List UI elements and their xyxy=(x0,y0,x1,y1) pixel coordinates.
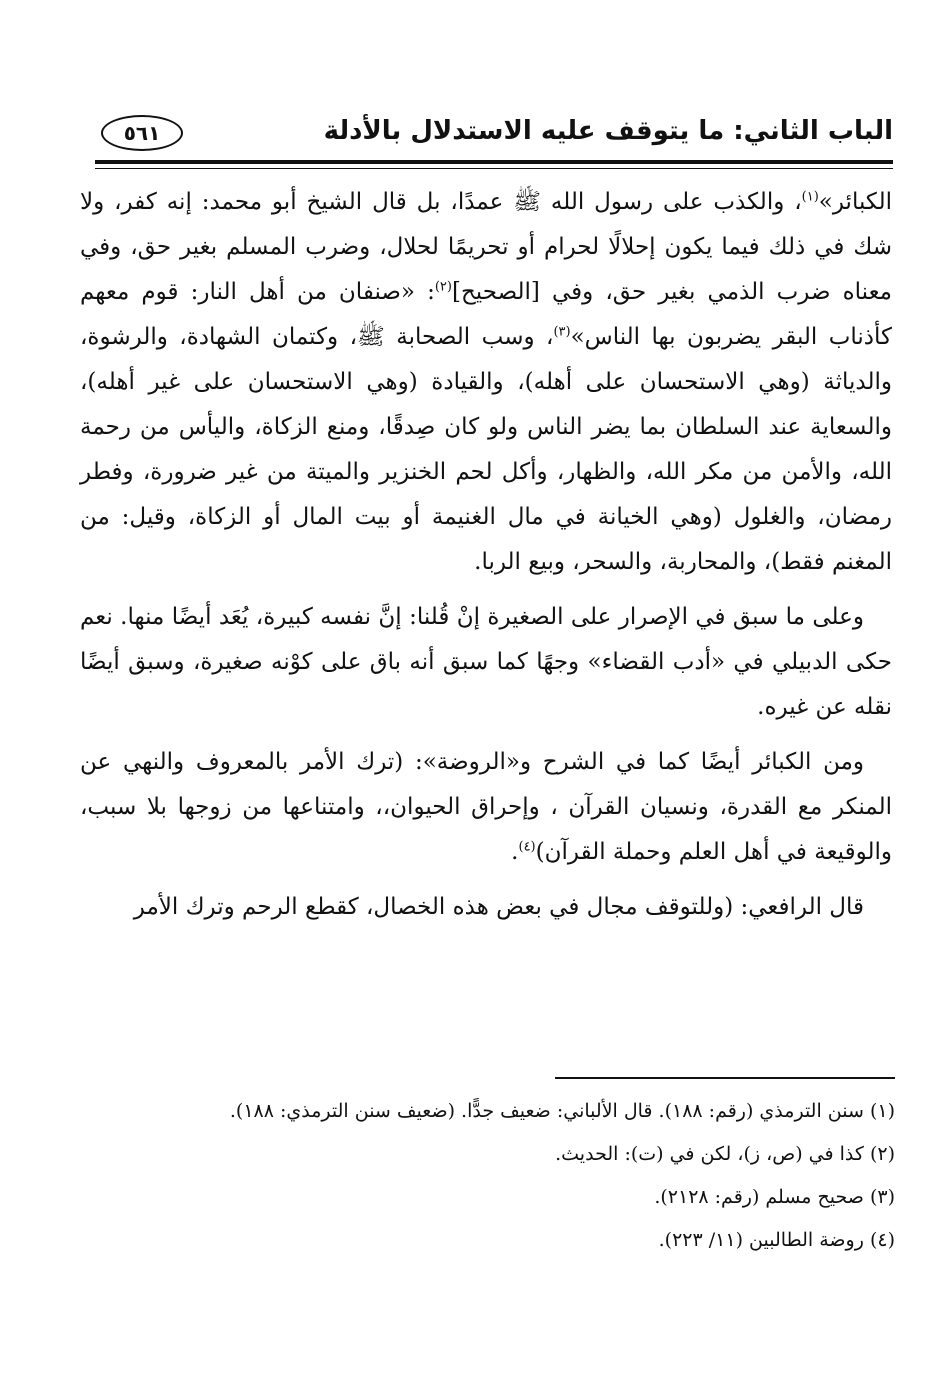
header-divider-thin xyxy=(95,168,893,169)
main-text xyxy=(80,180,892,940)
header-divider-thick xyxy=(95,160,893,164)
footnote-3: (٣) صحيح مسلم (رقم: ٢١٢٨). xyxy=(654,1186,895,1208)
footnote-1: (١) سنن الترمذي (رقم: ١٨٨). قال الألباني: ضعيف جدًّا. (ضعيف سنن الترمذي: ١٨٨). xyxy=(229,1100,895,1122)
paragraph-3-part-b: . xyxy=(511,839,519,865)
paragraph-2: وعلى ما سبق في الإصرار على الصغيرة إنْ قُلنا: إنَّ نفسه كبيرة، يُعَد أيضًا منها. نعم حكى الدبيلي في «أدب القضاء» وجهًا كما سبق أنه باق على كوْنه صغيرة، وسبق أيضًا نقله عن غيره. xyxy=(80,604,892,720)
footnote-4: (٤) روضة الطالبين (١١/ ٢٢٣). xyxy=(658,1229,895,1251)
footnote-ref-4: (٤) xyxy=(518,839,536,855)
paragraph-1-part-a: الكبائر» xyxy=(818,189,892,215)
paragraph-1-part-c: : «صنفان من أهل النار: قوم معهم كأذناب البقر يضربون بها الناس» xyxy=(80,279,892,350)
page-header xyxy=(95,105,893,161)
paragraph-1-part-d: ، وسب الصحابة ﷺ، وكتمان الشهادة، والرشوة، والدياثة (وهي الاستحسان على أهله)، والقيادة (وهي الاستحسان على غير أهله)، والسعاية عند السلطان بما يضر الناس ولو كان صِدقًا، ومنع الزكاة، واليأس من رحمة الله، والأمن من مكر الله، والظهار، وأكل لحم الخنزير والميتة من غير ضرورة، وفطر رمضان، والغلول (وهي الخيانة في مال الغنيمة أو بيت المال أو الزكاة، وقيل: من المغنم فقط)، والمحاربة، والسحر، وبيع الربا. xyxy=(80,324,892,575)
footnote-2: (٢) كذا في (ص، ز)، لكن في (ت): الحديث. xyxy=(555,1143,895,1165)
chapter-title: الباب الثاني: ما يتوقف عليه الاستدلال بالأدلة xyxy=(323,116,893,146)
paragraph-4: قال الرافعي: (وللتوقف مجال في بعض هذه الخصال، كقطع الرحم وترك الأمر xyxy=(133,894,864,920)
paragraph-1-part-b: ، والكذب على رسول الله ﷺ عمدًا، بل قال الشيخ أبو محمد: إنه كفر، ولا شك في ذلك فيما يكون إحلالًا لحرام أو تحريمًا لحلال، وضرب المسلم بغير حق، وفي معناه ضرب الذمي بغير حق، وفي [الصحيح] xyxy=(80,189,892,305)
footnote-ref-1: (١) xyxy=(801,189,819,205)
paragraph-3-part-a: ومن الكبائر أيضًا كما في الشرح و«الروضة»: (ترك الأمر بالمعروف والنهي عن المنكر مع القدرة، ونسيان القرآن ، وإحراق الحيوان،، وامتناعها من زوجها بلا سبب، والوقيعة في أهل العلم وحملة القرآن) xyxy=(80,749,892,865)
page-number-badge: ٥٦١ xyxy=(101,115,183,151)
footnote-divider xyxy=(555,1077,895,1079)
footnote-ref-2: (٢) xyxy=(434,279,452,295)
footnote-ref-3: (٣) xyxy=(553,324,571,340)
paragraph-1 xyxy=(80,180,892,585)
paragraph-3 xyxy=(80,740,892,875)
footnotes xyxy=(95,1100,895,1272)
